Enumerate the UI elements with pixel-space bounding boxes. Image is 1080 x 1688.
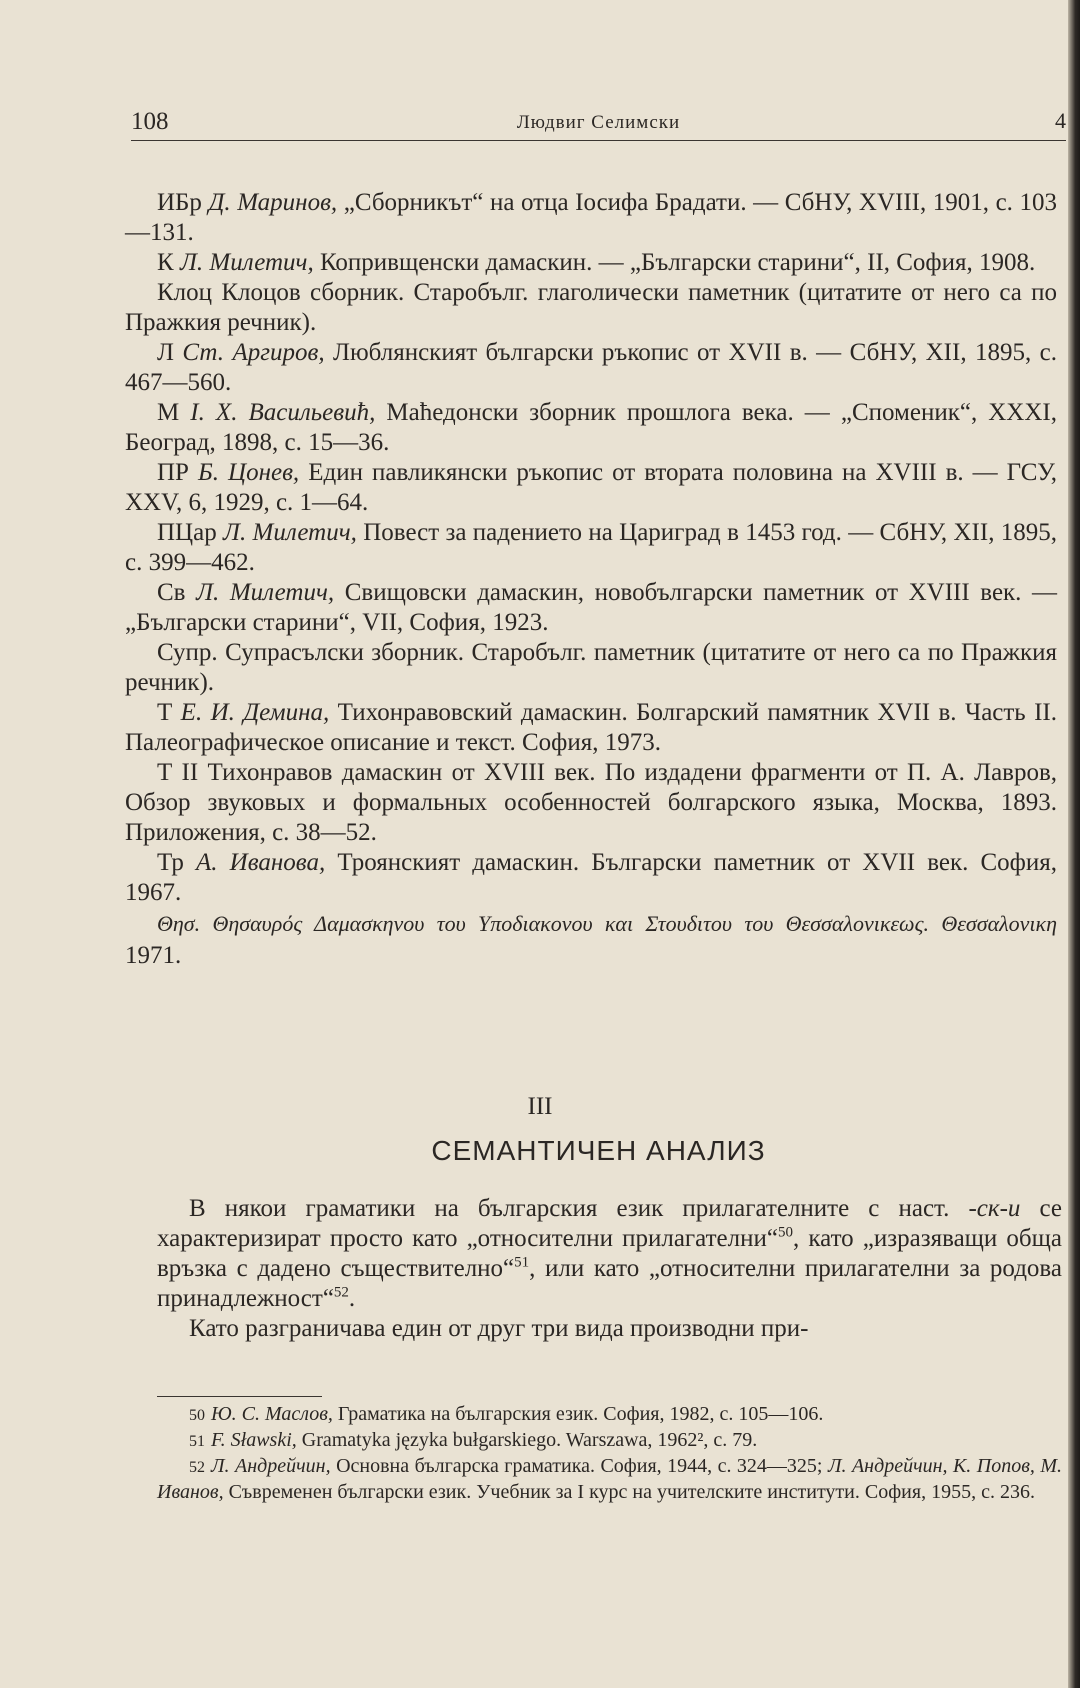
footnote [157,1428,1062,1454]
footnote-number: 51 [189,1433,205,1450]
abbreviation: Св [157,579,186,606]
list-item [125,518,1057,578]
abbreviation: ПР [157,459,189,486]
paragraph-text: . [348,1285,356,1312]
abbreviation: Тр [157,849,184,876]
paragraph [157,1194,1062,1314]
citation: Супрасълски зборник. Старобълг. паметник (цитатите от него са по Пражкия речник). [125,639,1058,696]
right-margin-mark: 4 [1055,108,1066,133]
citation: Тихонравовский дамаскин. Болгарский памятник XVII в. Часть II. Палеографическое описание и текст. София, 1973. [125,699,1057,756]
citation: Повест за падението на Цариград в 1453 год. — СбНУ, XII, 1895, с. 399—462. [125,519,1058,576]
citation: Клоцов сборник. Старобълг. глаголически паметник (цитатите от него са по Пражкия речник). [125,279,1058,336]
citation: Копривщенски дамаскин. — „Български старини“, II, София, 1908. [319,249,1036,276]
author: I. Х. Васильевић, [190,399,376,426]
abbreviation: К [157,249,174,276]
list-item [125,458,1057,518]
list-item [125,698,1057,758]
list-item [125,188,1057,248]
citation: Маћедонски зборник прошлога века. — „Споменик“, XXXI, Београд, 1898, с. 15—36. [125,399,1057,456]
abbreviation: Т II [157,759,199,786]
greek-citation: Θησ. Θησαυρός Δαμασκηνου του Υποδιακονου και Στουδιτου του Θεσσαλονικεως. Θεσσαλονικη [157,911,1057,936]
list-item [125,578,1057,638]
author: Л. Милетич, [223,519,357,546]
list-item [125,848,1057,908]
citation: Троянският дамаскин. Български паметник от XVII век. София, 1967. [125,849,1057,906]
footnote-number: 50 [189,1407,205,1424]
abbreviation: М [157,399,180,426]
list-item [125,278,1057,338]
abbreviation: Т [157,699,173,726]
paragraph: Като разграничава един от друг три вида производни при- [189,1315,809,1342]
author: Д. Маринов, [208,189,338,216]
footnote-divider [157,1396,322,1397]
citation: Един павликянски ръкопис от втората половина на XVIII в. — ГСУ, XXV, 6, 1929, с. 1—64. [125,459,1058,516]
paragraph-text: В някои граматики на българския език прилагателните с наст. [189,1195,950,1222]
list-item [125,248,1057,278]
list-item [125,638,1057,698]
citation: Люблянският български ръкопис от XVII в. — СбНУ, XII, 1895, с. 467—560. [125,339,1058,396]
author: Е. И. Демина, [180,699,330,726]
list-item [125,338,1057,398]
paragraph-text: , или като „относителни прилагателни за родова принадлежност“ [157,1255,1062,1312]
list-item [125,398,1057,458]
section-title: СЕМАНТИЧЕН АНАЛИЗ [431,1135,766,1166]
paragraph-text: се характеризират просто като „относителни прилагателни“ [157,1195,1062,1252]
footnote [157,1402,1062,1428]
footnote-author: F. Sławski, [211,1429,297,1451]
abbreviation: Супр. [157,639,218,666]
author: Л. Милетич, [179,249,314,276]
abbreviation: ПЦар [157,519,217,546]
citation: Свищовски дамаскин, новобългарски паметник от XVIII век. — „Български старини“, VII, София, 1923. [125,579,1058,636]
abbreviation: ИБр [157,189,202,216]
citation: „Сборникът“ на отца Iосифа Брадати. — СбНУ, XVIII, 1901, с. 103—131. [125,189,1057,246]
abbreviation: Л [157,339,174,366]
author: Л. Милетич, [196,579,335,606]
greek-list-item [125,908,1057,972]
citation: Тихонравов дамаскин от XVIII век. По издадени фрагменти от П. А. Лавров, Обзор звуковых и формальных особенностей болгарского языка, Москва, 1893. Приложения, с. 38—52. [125,759,1058,846]
greek-citation-year: 1971. [125,942,182,969]
footnote [157,1454,1062,1504]
author: Б. Цонев, [198,459,300,486]
section-number: III [527,1093,553,1120]
page-number: 108 [131,108,169,135]
footnote-ref-52: 52 [333,1284,349,1301]
footnote-author: Ю. С. Маслов, [211,1403,333,1425]
running-head: Людвиг Селимски [516,112,681,133]
footnote-text: Gramatyka języka bułgarskiego. Warszawa, 1962², с. 79. [301,1429,758,1451]
footnotes [157,1402,1062,1504]
abbreviation-list [125,188,1058,972]
footnote-text: Граматика на българския език. София, 1982, с. 105—106. [337,1403,824,1425]
author: А. Иванова, [195,849,326,876]
abbreviation: Клоц [157,279,213,306]
footnote-number: 52 [189,1459,205,1476]
footnote-ref-50: 50 [778,1224,793,1241]
footnote-text: Основна българска граматика. София, 1944, с. 324—325; [336,1455,823,1477]
author: Ст. Аргиров, [182,339,325,366]
list-item [125,758,1057,848]
footnote-ref-51: 51 [514,1254,530,1271]
footnote-author: Л. Андрейчин, [211,1455,331,1477]
page-edge-shadow [1068,0,1080,1688]
suffix: -ск-и [968,1195,1021,1222]
page-header [131,106,1066,141]
footnote-author: Л. Андрейчин, К. Попов, М. Иванов, [157,1455,1063,1503]
body-text [157,1194,1062,1344]
paragraph-text: , като „изразяващи обща връзка с дадено съществително“ [157,1225,1062,1282]
footnote-text: Съвременен български език. Учебник за I курс на учителските институти. София, 1955, с. 236. [228,1481,1035,1503]
